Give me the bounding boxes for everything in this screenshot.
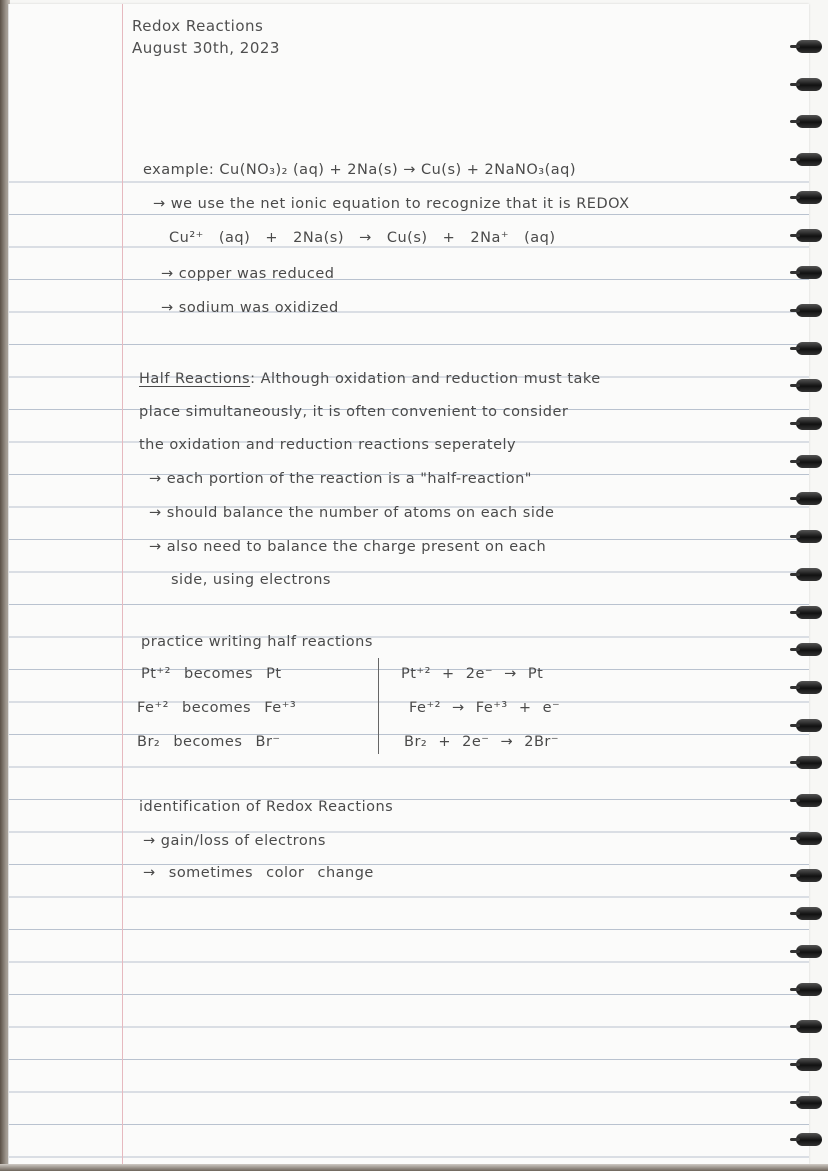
- spiral-coil: [796, 983, 822, 996]
- spiral-coil: [796, 681, 822, 694]
- margin-line: [122, 4, 123, 1164]
- spiral-coil: [796, 794, 822, 807]
- spiral-coil: [796, 568, 822, 581]
- identification-line-1: → gain/loss of electrons: [143, 833, 326, 849]
- spiral-coil: [796, 417, 822, 430]
- half-reactions-heading: Half Reactions: [139, 371, 251, 387]
- half-reactions-line-5: → should balance the number of atoms on each side: [149, 505, 555, 521]
- spiral-coil: [796, 492, 822, 505]
- page-title: Redox Reactions: [132, 17, 264, 35]
- spiral-coil: [796, 342, 822, 355]
- spiral-coil: [796, 1020, 822, 1033]
- spiral-coil: [796, 1058, 822, 1071]
- page-bottom-shadow: [0, 1164, 828, 1171]
- practice-left-row-2: Fe⁺² becomes Fe⁺³: [137, 700, 297, 716]
- half-reactions-line-1: [139, 371, 601, 387]
- spiral-coil: [796, 191, 822, 204]
- spiral-coil: [796, 304, 822, 317]
- spiral-coil: [796, 606, 822, 619]
- practice-heading: practice writing half reactions: [141, 634, 373, 650]
- spiral-coil: [796, 115, 822, 128]
- half-reactions-line-4: → each portion of the reaction is a "half-reaction": [149, 471, 532, 487]
- spiral-coil: [796, 643, 822, 656]
- half-reactions-line-3: the oxidation and reduction reactions seperately: [139, 437, 517, 453]
- identification-line-2: → sometimes color change: [143, 865, 374, 881]
- example-line-1: example: Cu(NO₃)₂ (aq) + 2Na(s) → Cu(s) + 2NaNO₃(aq): [143, 162, 576, 178]
- half-reactions-line-6: → also need to balance the charge present on each: [149, 539, 547, 555]
- example-line-4: → copper was reduced: [161, 266, 335, 282]
- spiral-coil: [796, 455, 822, 468]
- spiral-coil: [796, 229, 822, 242]
- spiral-coil: [796, 78, 822, 91]
- half-reactions-line-1-rest: : Although oxidation and reduction must take: [250, 371, 601, 387]
- identification-heading: identification of Redox Reactions: [139, 799, 394, 815]
- example-line-5: → sodium was oxidized: [161, 300, 339, 316]
- notebook-page: [8, 4, 809, 1164]
- half-reactions-line-2: place simultaneously, it is often convenient to consider: [139, 404, 569, 420]
- practice-column-divider: [378, 658, 379, 754]
- practice-left-row-1: Pt⁺² becomes Pt: [141, 666, 282, 682]
- spiral-coil: [796, 40, 822, 53]
- spiral-coil: [796, 832, 822, 845]
- spiral-coil: [796, 1133, 822, 1146]
- spiral-coil: [796, 869, 822, 882]
- spiral-coil: [796, 266, 822, 279]
- spiral-coil: [796, 153, 822, 166]
- spiral-coil: [796, 907, 822, 920]
- example-line-2: → we use the net ionic equation to recognize that it is REDOX: [153, 196, 630, 212]
- practice-right-row-3: Br₂ + 2e⁻ → 2Br⁻: [404, 734, 560, 750]
- practice-left-row-3: Br₂ becomes Br⁻: [137, 734, 281, 750]
- spiral-coil: [796, 945, 822, 958]
- half-reactions-line-7: side, using electrons: [171, 572, 331, 588]
- spiral-coil: [796, 756, 822, 769]
- spiral-coil: [796, 530, 822, 543]
- spiral-coil: [796, 719, 822, 732]
- spiral-coil: [796, 379, 822, 392]
- spiral-coil: [796, 1096, 822, 1109]
- page-date: August 30th, 2023: [132, 39, 280, 57]
- practice-right-row-2: Fe⁺² → Fe⁺³ + e⁻: [409, 700, 561, 716]
- spiral-binding: [786, 40, 826, 1150]
- practice-right-row-1: Pt⁺² + 2e⁻ → Pt: [401, 666, 544, 682]
- example-line-3: Cu²⁺ (aq) + 2Na(s) → Cu(s) + 2Na⁺ (aq): [169, 230, 556, 246]
- header-area: [9, 4, 809, 144]
